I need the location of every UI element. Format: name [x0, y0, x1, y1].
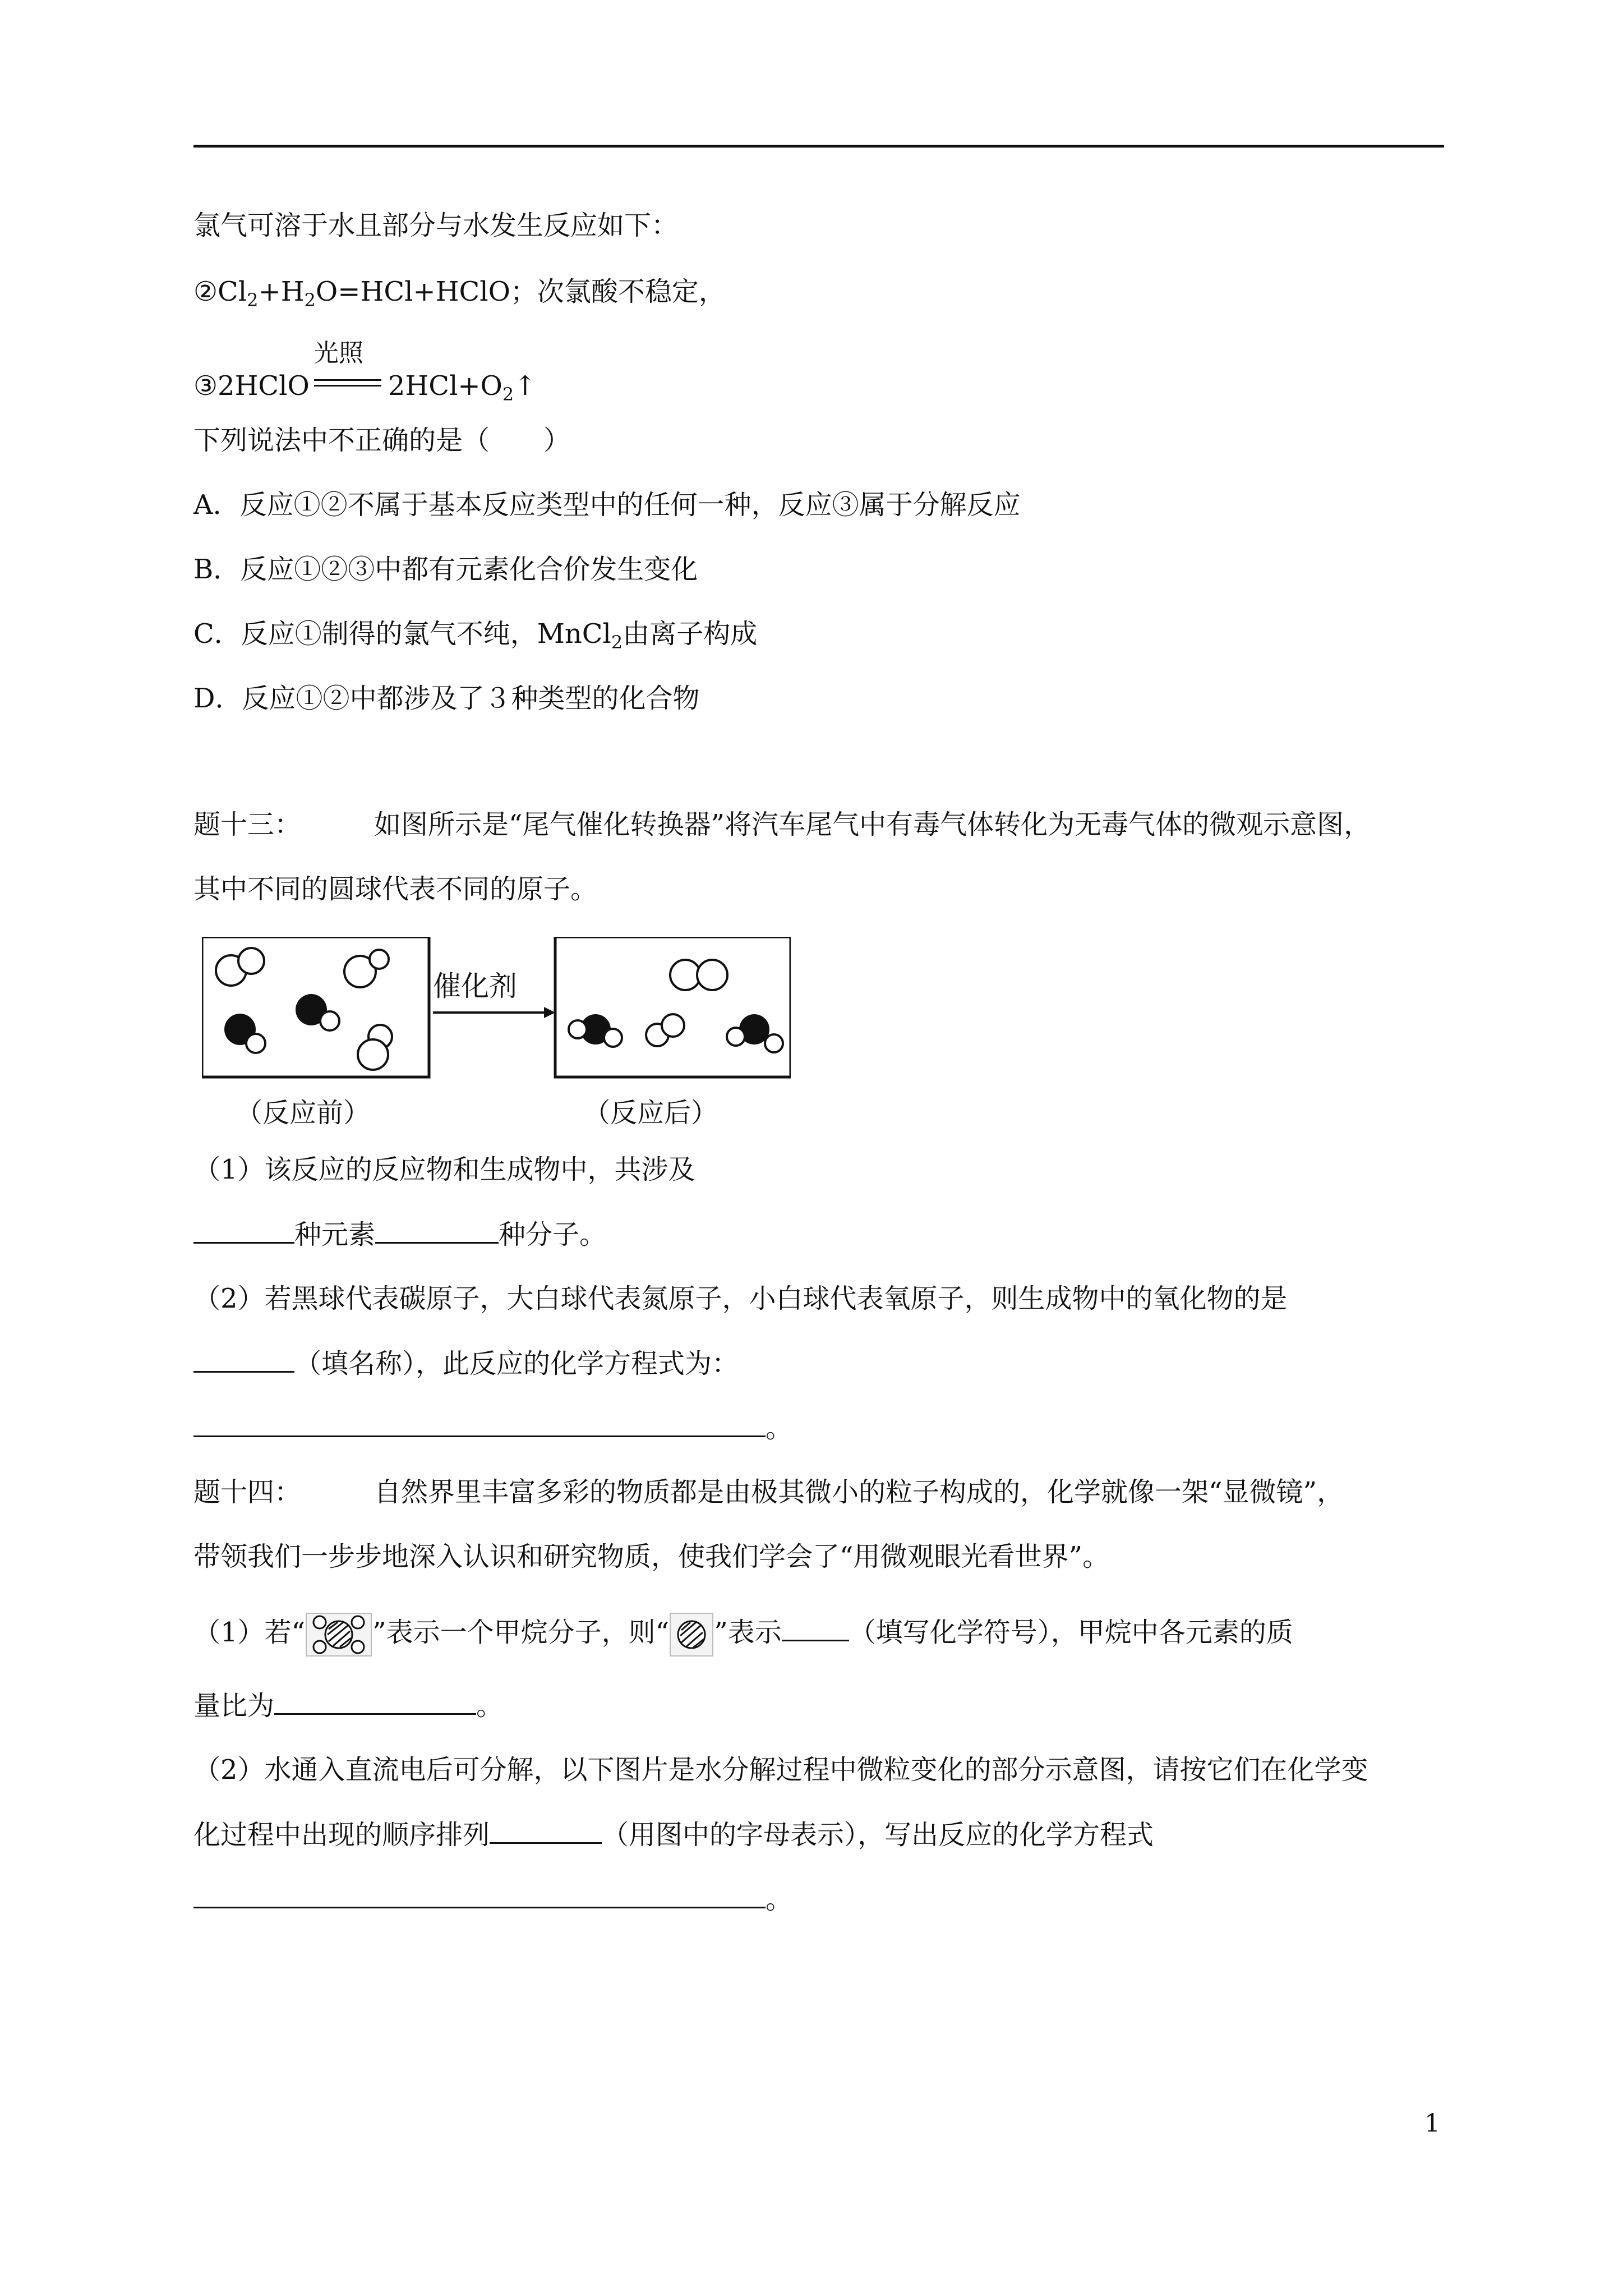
answer-blank-oxide[interactable] — [193, 1346, 294, 1373]
equation-3: ③2HClO 光照 $2HCl+O_2↑$ — [193, 339, 537, 405]
answer-blank-elements[interactable] — [193, 1217, 294, 1244]
q13-part2-line2: （填名称），此反应的化学方程式为： — [193, 1346, 739, 1381]
carbon-atom-icon — [669, 1612, 714, 1657]
q13-line1: 题十三： 如图所示是“尾气催化转换器”将汽车尾气中有毒气体转化为无毒气体的微观示意图， — [193, 809, 1371, 840]
before-label: （反应前） — [236, 1097, 371, 1129]
q14-part2-line1: （2）水通入直流电后可分解，以下图片是水分解过程中微粒变化的部分示意图，请按它们在化学变 — [193, 1754, 1368, 1786]
option-c: C．反应①制得的氯气不纯，MnCl$_2$由离子构成 — [193, 618, 758, 653]
q14-part2-line3: 。 — [193, 1882, 792, 1916]
q14-part2-line2: 化过程中出现的顺序排列 （用图中的字母表示），写出反应的化学方程式 — [193, 1818, 1154, 1852]
q14-part1-line2: 量比为 。 — [193, 1688, 503, 1723]
q13-line2: 其中不同的圆球代表不同的原子。 — [193, 873, 598, 905]
q13-part2-line3: 。 — [193, 1411, 792, 1445]
catalyst-label: 催化剂 — [433, 970, 517, 1002]
q13-part1-line1: （1）该反应的反应物和生成物中，共涉及 — [193, 1154, 695, 1185]
reaction-condition: 光照 — [310, 369, 388, 403]
before-box — [202, 937, 429, 1077]
after-label: （反应后） — [583, 1097, 718, 1129]
option-b: B．反应①②③中都有元素化合价发生变化 — [193, 554, 698, 585]
answer-blank-water-equation[interactable] — [193, 1882, 766, 1908]
answer-blank-mass-ratio[interactable] — [274, 1688, 476, 1715]
after-box — [555, 937, 791, 1077]
reaction-diagram — [202, 937, 791, 1139]
methane-molecule-icon — [305, 1612, 372, 1657]
q13-part1-line2: 种元素 种分子。 — [193, 1217, 606, 1251]
q14-line2: 带领我们一步步地深入认识和研究物质，使我们学会了“用微观眼光看世界”。 — [193, 1541, 1110, 1572]
option-a: A．反应①②不属于基本反应类型中的任何一种，反应③属于分解反应 — [193, 489, 1021, 521]
q14-line1: 题十四： 自然界里丰富多彩的物质都是由极其微小的粒子构成的，化学就像一架“显微镜”， — [193, 1476, 1344, 1508]
page-number: 1 — [1424, 2109, 1440, 2138]
answer-blank-molecules[interactable] — [375, 1217, 499, 1244]
q14-part1-line1: （1）若“ ”表示一个甲烷分子，则“ ”表示 （填写化学符号），甲烷中各元素的质 — [193, 1610, 1293, 1657]
answer-blank-symbol[interactable] — [782, 1615, 849, 1641]
answer-blank-order[interactable] — [490, 1818, 602, 1844]
q13-part2-line1: （2）若黑球代表碳原子，大白球代表氮原子，小白球代表氧原子，则生成物中的氧化物的是 — [193, 1283, 1288, 1314]
equation-2: $②Cl_2+H_2O=HCl+HClO$；次氯酸不稳定， — [193, 276, 726, 311]
intro-text: 氯气可溶于水且部分与水发生反应如下： — [193, 210, 679, 241]
header-rule — [193, 145, 1444, 148]
reaction-arrow — [433, 1007, 555, 1018]
q13-label: 题十三： — [193, 809, 302, 840]
answer-blank-equation[interactable] — [193, 1411, 766, 1437]
option-d: D．反应①②中都涉及了３种类型的化合物 — [193, 683, 700, 714]
q14-label: 题十四： — [193, 1476, 302, 1508]
question-stem: 下列说法中不正确的是（ ） — [193, 425, 571, 456]
